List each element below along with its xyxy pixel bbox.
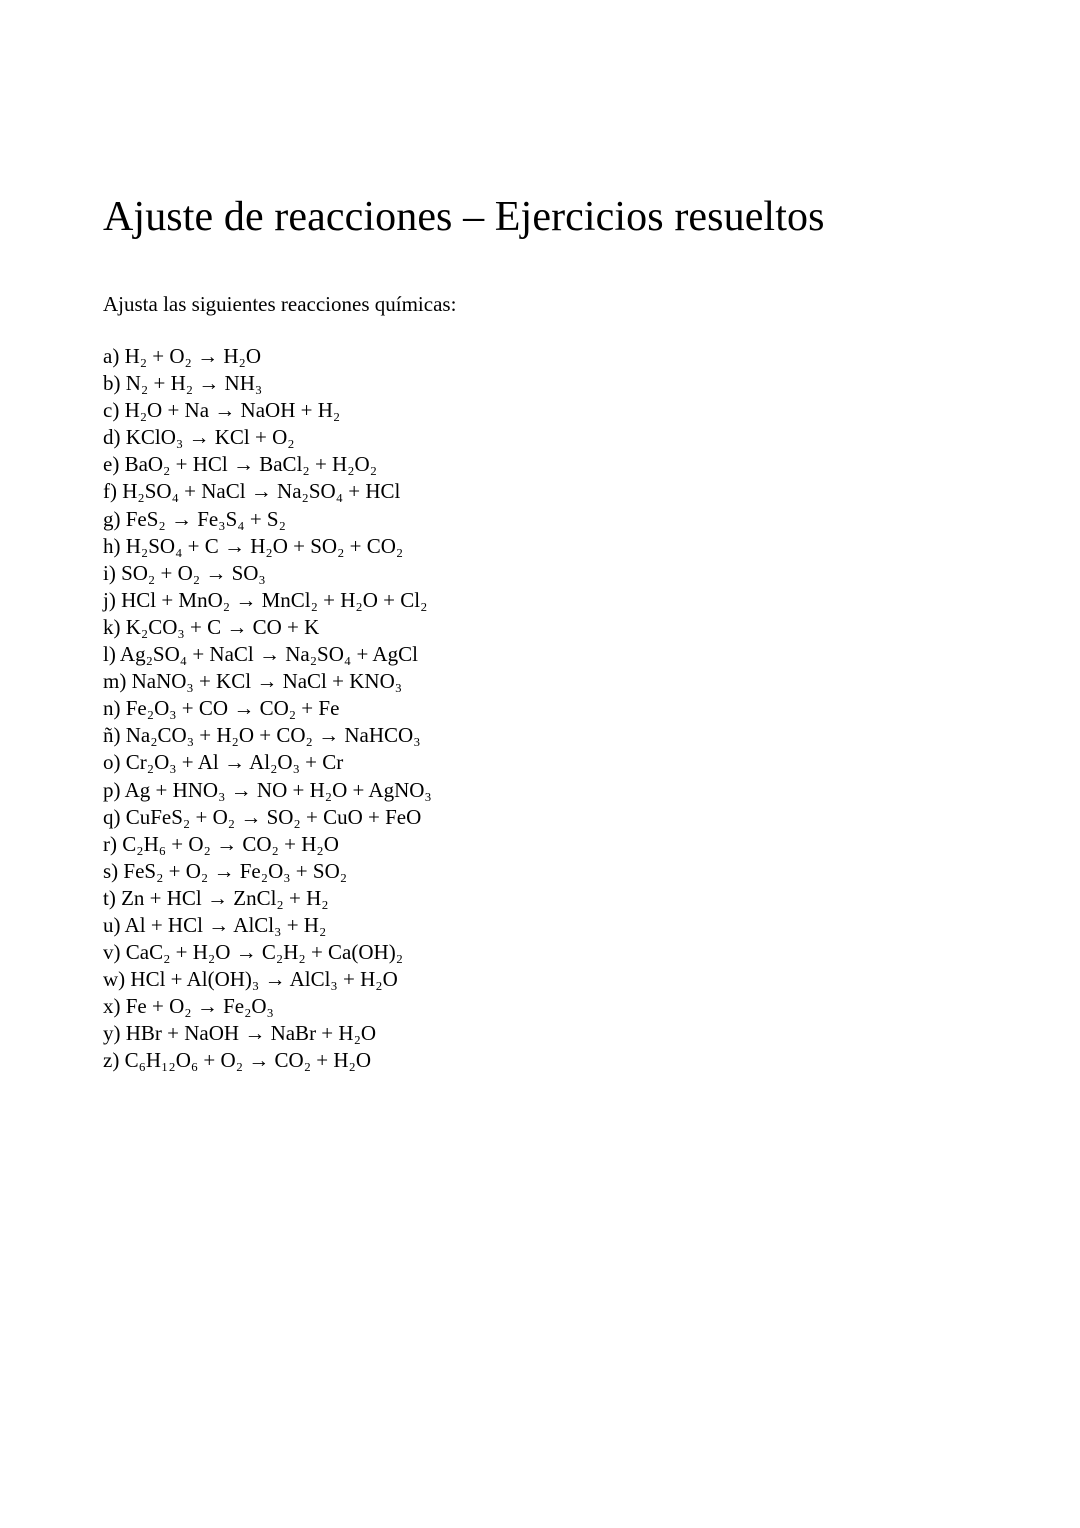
reaction-i: i) SO₂ + O₂ → SO₃: [103, 560, 266, 585]
reaction-y: y) HBr + NaOH → NaBr + H₂O: [103, 1021, 377, 1046]
reaction-list: [103, 343, 432, 1075]
reaction-g: g) FeS₂ → Fe₃S₄ + S₂: [103, 506, 286, 531]
reaction-c: c) H₂O + Na → NaOH + H₂: [103, 398, 341, 423]
reaction-f: f) H₂SO₄ + NaCl → Na₂SO₄ + HCl: [103, 479, 401, 504]
reaction-n: n) Fe₂O₃ + CO → CO₂ + Fe: [103, 696, 340, 721]
reaction-p: p) Ag + HNO₃ → NO + H₂O + AgNO₃: [103, 777, 432, 802]
reaction-k: k) K₂CO₃ + C → CO + K: [103, 614, 320, 639]
exercise-instructions: Ajusta las siguientes reacciones químicas:: [103, 292, 457, 316]
reaction-q: q) CuFeS₂ + O₂ → SO₂ + CuO + FeO: [103, 804, 422, 829]
reaction-x: x) Fe + O₂ → Fe₂O₃: [103, 994, 274, 1019]
reaction-u: u) Al + HCl → AlCl₃ + H₂: [103, 912, 327, 937]
reaction-z: z) C₆H₁₂O₆ + O₂ → CO₂ + H₂O: [103, 1048, 372, 1073]
reaction-a: a) H₂ + O₂ → H₂O: [103, 344, 262, 368]
reaction-m: m) NaNO₃ + KCl → NaCl + KNO₃: [103, 669, 403, 694]
reaction-w: w) HCl + Al(OH)₃ → AlCl₃ + H₂O: [103, 967, 398, 992]
reaction-t: t) Zn + HCl → ZnCl₂ + H₂: [103, 885, 329, 910]
reaction-s: s) FeS₂ + O₂ → Fe₂O₃ + SO₂: [103, 858, 348, 883]
reaction-l: l) Ag₂SO₄ + NaCl → Na₂SO₄ + AgCl: [103, 642, 418, 667]
reaction-h: h) H₂SO₄ + C → H₂O + SO₂ + CO₂: [103, 533, 404, 558]
reaction-b: b) N₂ + H₂ → NH₃: [103, 371, 263, 396]
reaction-o: o) Cr₂O₃ + Al → Al₂O₃ + Cr: [103, 750, 344, 775]
reaction-j: j) HCl + MnO₂ → MnCl₂ + H₂O + Cl₂: [103, 587, 428, 612]
reaction-enye: ñ) Na₂CO₃ + H₂O + CO₂ → NaHCO₃: [103, 723, 421, 748]
reaction-r: r) C₂H₆ + O₂ → CO₂ + H₂O: [103, 831, 339, 856]
reaction-v: v) CaC₂ + H₂O → C₂H₂ + Ca(OH)₂: [103, 940, 404, 965]
reaction-e: e) BaO₂ + HCl → BaCl₂ + H₂O₂: [103, 452, 378, 477]
page-title: Ajuste de reacciones – Ejercicios resueltos: [103, 194, 825, 240]
reaction-d: d) KClO₃ → KCl + O₂: [103, 425, 295, 450]
